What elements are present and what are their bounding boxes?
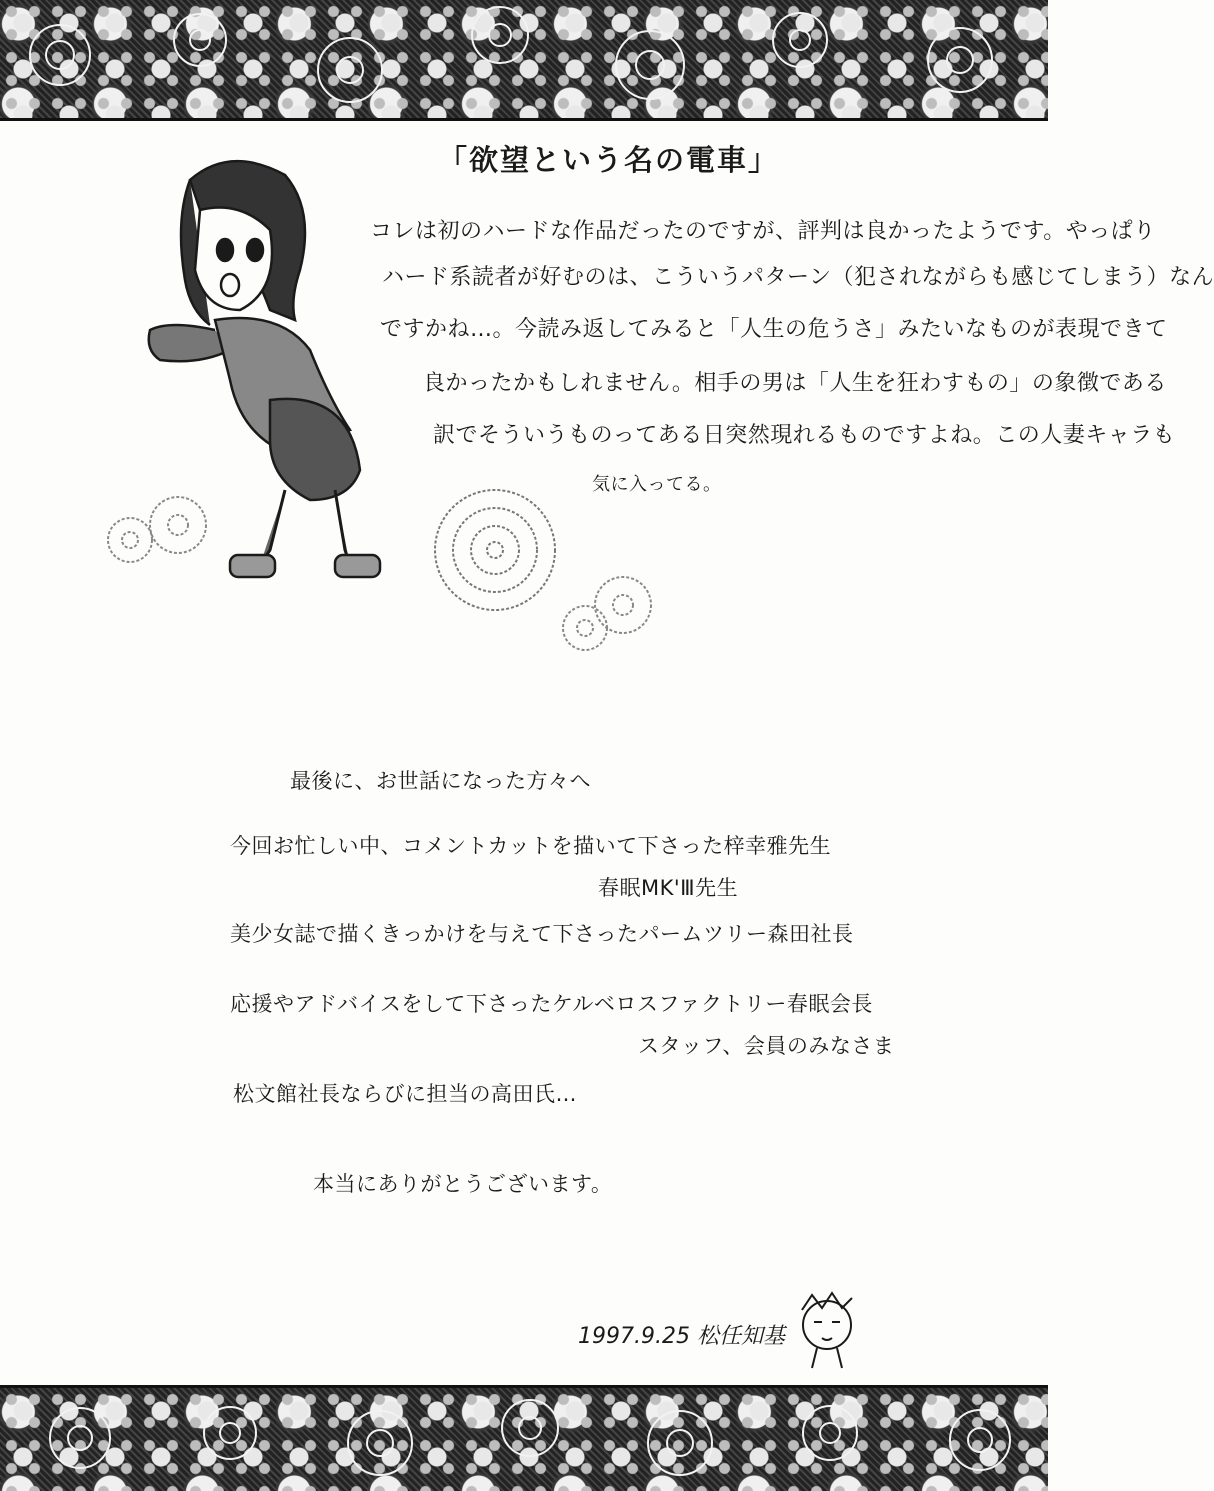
- flower-decoration-large-icon: [420, 478, 570, 628]
- thanks-line-2: 春眠MK'Ⅲ先生: [598, 876, 739, 900]
- signature: 1997.9.25 松任知基: [578, 1324, 785, 1349]
- flower-decoration-small-icon: [555, 570, 665, 660]
- page-title: 「欲望という名の電車」: [438, 143, 780, 177]
- body-line-2: ハード系読者が好むのは、こういうパターン（犯されながらも感じてしまう）なん: [382, 265, 1214, 290]
- body-line-1: コレは初のハードな作品だったのですが、評判は良かったようです。やっぱり: [370, 219, 1156, 244]
- thanks-line-1: 今回お忙しい中、コメントカットを描いて下さった梓幸雅先生: [230, 834, 832, 858]
- lace-border-top: [0, 0, 1048, 121]
- flower-decoration-icon: [100, 490, 220, 570]
- body-line-5: 訳でそういうものってある日突然現れるものですよね。この人妻キャラも: [433, 423, 1176, 448]
- thanks-line-3: 美少女誌で描くきっかけを与えて下さったパームツリー森田社長: [230, 922, 854, 946]
- thanks-line-5: スタッフ、会員のみなさま: [638, 1034, 895, 1058]
- thanks-closing: 本当にありがとうございます。: [313, 1172, 613, 1196]
- lace-flower-pattern-bottom-icon: [0, 1388, 1048, 1491]
- lace-border-bottom: [0, 1385, 1048, 1491]
- body-line-3: ですかね…。今読み返してみると「人生の危うさ」みたいなものが表現できて: [380, 317, 1168, 342]
- author-face-doodle-icon: [792, 1290, 862, 1370]
- thanks-line-6: 松文館社長ならびに担当の高田氏…: [233, 1082, 577, 1106]
- body-line-6: 気に入ってる。: [592, 474, 722, 495]
- thanks-line-4: 応援やアドバイスをして下さったケルベロスファクトリー春眠会長: [230, 992, 873, 1016]
- body-line-4: 良かったかもしれません。相手の男は「人生を狂わすもの」の象徴である: [423, 371, 1167, 396]
- thanks-heading: 最後に、お世話になった方々へ: [290, 769, 591, 793]
- lace-flower-pattern-icon: [0, 0, 1048, 118]
